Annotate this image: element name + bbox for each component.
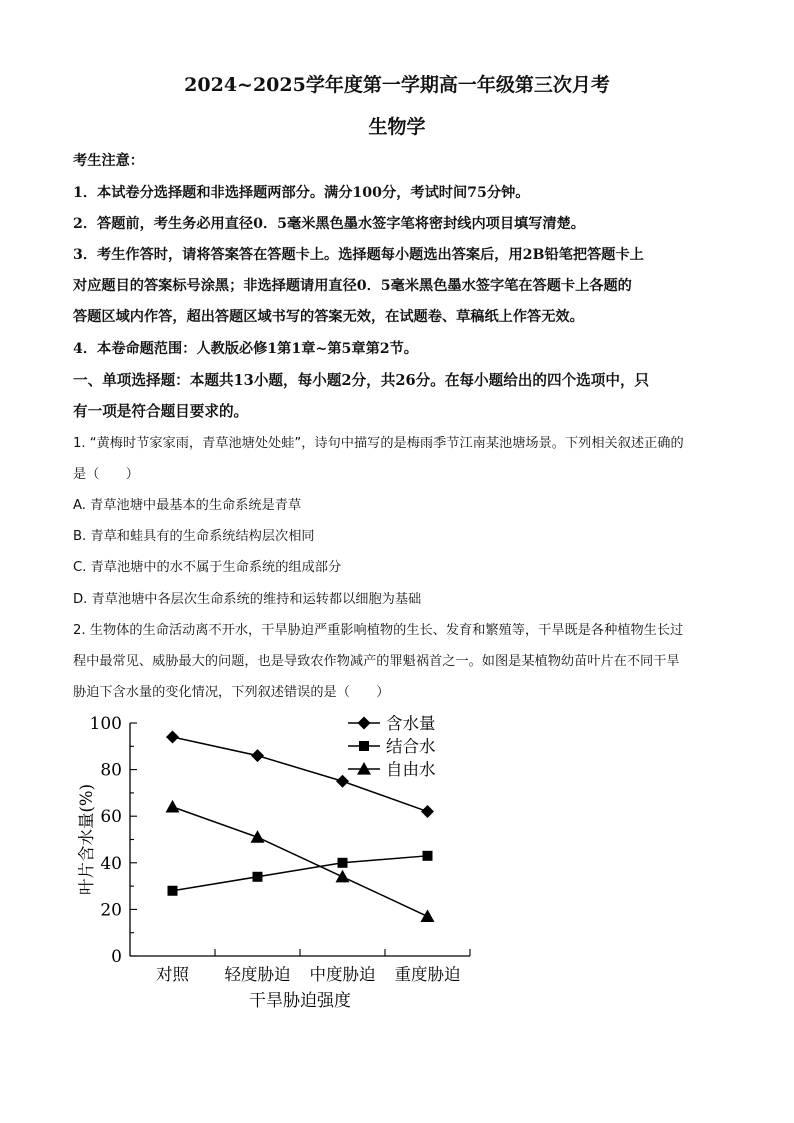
x-tick-label: 对照 xyxy=(156,965,189,984)
section-heading: 一、单项选择题：本题共13小题，每小题2分，共26分。在每小题给出的四个选项中，只 xyxy=(73,372,650,389)
y-tick-label: 100 xyxy=(89,714,122,734)
q2-stem-cont: 程中最常见、威胁最大的问题，也是导致农作物减产的罪魁祸首之一。如图是某植物幼苗叶片在不同干旱 xyxy=(73,654,680,669)
data-point xyxy=(251,830,265,843)
q1-option-c: C. 青草池塘中的水不属于生命系统的组成部分 xyxy=(73,560,342,575)
data-point xyxy=(338,858,348,868)
legend-label: 结合水 xyxy=(386,737,436,756)
notice-item: 3．考生作答时，请将答案答在答题卡上。选择题每小题选出答案后，用2B铅笔把答题卡上 xyxy=(73,247,644,263)
data-point xyxy=(336,870,350,883)
notice-item: 1．本试卷分选择题和非选择题两部分。满分100分，考试时间75分钟。 xyxy=(73,185,530,201)
x-tick-label: 重度胁迫 xyxy=(394,965,461,984)
series-自由水 xyxy=(166,800,435,922)
exam-title: 2024~2025学年度第一学期高一年级第三次月考 xyxy=(184,74,610,96)
section-heading-cont: 有一项是符合题目要求的。 xyxy=(73,403,249,420)
q2-stem-cont: 胁迫下含水量的变化情况，下列叙述错误的是（ ） xyxy=(73,685,390,700)
y-axis-label: 叶片含水量(%) xyxy=(77,783,96,896)
notice-item: 答题区域内作答，超出答题区域书写的答案无效，在试题卷、草稿纸上作答无效。 xyxy=(73,309,584,325)
data-point xyxy=(421,909,435,922)
series-line xyxy=(173,856,428,891)
data-point xyxy=(166,800,180,813)
data-point xyxy=(251,749,264,762)
y-tick-label: 20 xyxy=(100,900,122,921)
y-tick-label: 40 xyxy=(100,853,122,874)
q1-option-a: A. 青草池塘中最基本的生命系统是青草 xyxy=(73,498,302,513)
legend-marker xyxy=(359,741,369,751)
data-point xyxy=(423,851,433,861)
q1-stem-cont: 是（ ） xyxy=(73,467,139,482)
data-point xyxy=(168,886,178,896)
q2-stem: 2. 生物体的生命活动离不开水，干旱胁迫严重影响植物的生长、发育和繁殖等，干旱既是各种植物生长过 xyxy=(73,623,684,638)
y-tick-label: 60 xyxy=(100,807,122,828)
y-tick-label: 80 xyxy=(100,760,122,781)
x-axis-label: 干旱胁迫强度 xyxy=(249,991,351,1011)
y-tick-label: 0 xyxy=(111,947,122,967)
legend-label: 含水量 xyxy=(386,714,436,733)
x-tick-label: 中度胁迫 xyxy=(309,965,376,984)
notice-item: 4．本卷命题范围：人教版必修1第1章~第5章第2节。 xyxy=(73,341,418,357)
data-point xyxy=(421,805,434,818)
data-point xyxy=(336,775,349,788)
series-line xyxy=(173,807,428,917)
q1-option-d: D. 青草池塘中各层次生命系统的维持和运转都以细胞为基础 xyxy=(73,592,422,607)
data-point xyxy=(253,872,263,882)
x-tick-label: 轻度胁迫 xyxy=(224,965,291,984)
notice-heading: 考生注意： xyxy=(73,153,144,169)
subject-title: 生物学 xyxy=(368,116,426,138)
legend-marker xyxy=(358,717,371,730)
data-point xyxy=(166,730,179,743)
water-content-chart xyxy=(60,705,490,1020)
notice-item: 对应题目的答案标号涂黑；非选择题请用直径0．5毫米黑色墨水签字笔在答题卡上各题的 xyxy=(73,278,632,294)
q1-stem: 1. “黄梅时节家家雨，青草池塘处处蛙”，诗句中描写的是梅雨季节江南某池塘场景。下列相关叙述正确的 xyxy=(73,436,684,451)
legend-label: 自由水 xyxy=(386,760,436,779)
notice-item: 2．答题前，考生务必用直径0．5毫米黑色墨水签字笔将密封线内项目填写清楚。 xyxy=(73,216,585,232)
q1-option-b: B. 青草和蛙具有的生命系统结构层次相同 xyxy=(73,529,315,544)
